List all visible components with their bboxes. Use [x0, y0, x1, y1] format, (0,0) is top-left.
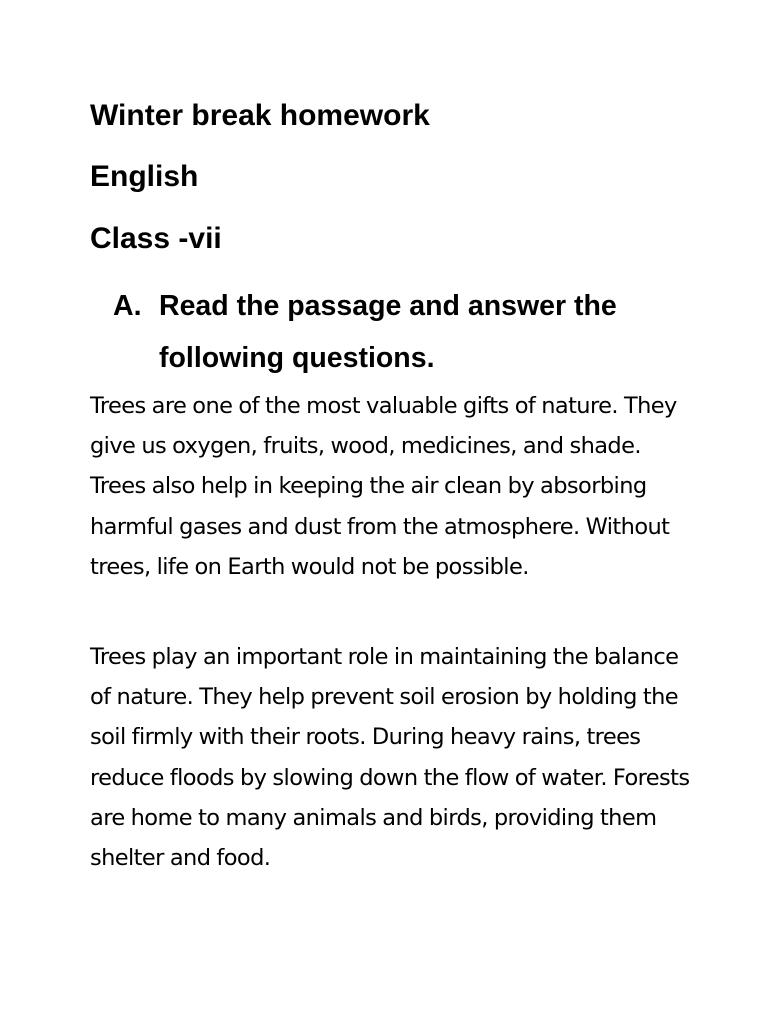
section-a-instruction	[113, 280, 693, 384]
passage-paragraph-1: Trees are one of the most valuable gifts of nature. They give us oxygen, fruits, wood, medicines, and shade. Trees also help in keeping the air clean by absorbing harmful gases and dust from the atmosphere. Without trees, life on Earth would not be possible.	[90, 393, 677, 580]
list-marker: A.	[113, 290, 142, 322]
document-title: Winter break homework	[90, 99, 430, 132]
passage-paragraph-2: Trees play an important role in maintaining the balance of nature. They help prevent soil erosion by holding the soil firmly with their roots. During heavy rains, trees reduce floods by slowing down the flow of water. Forests are home to many animals and birds, providing them shelter and food.	[90, 644, 690, 872]
class-heading: Class -vii	[90, 222, 222, 255]
instruction-text: Read the passage and answer the following questions.	[159, 290, 617, 374]
subject-heading: English	[90, 160, 199, 193]
